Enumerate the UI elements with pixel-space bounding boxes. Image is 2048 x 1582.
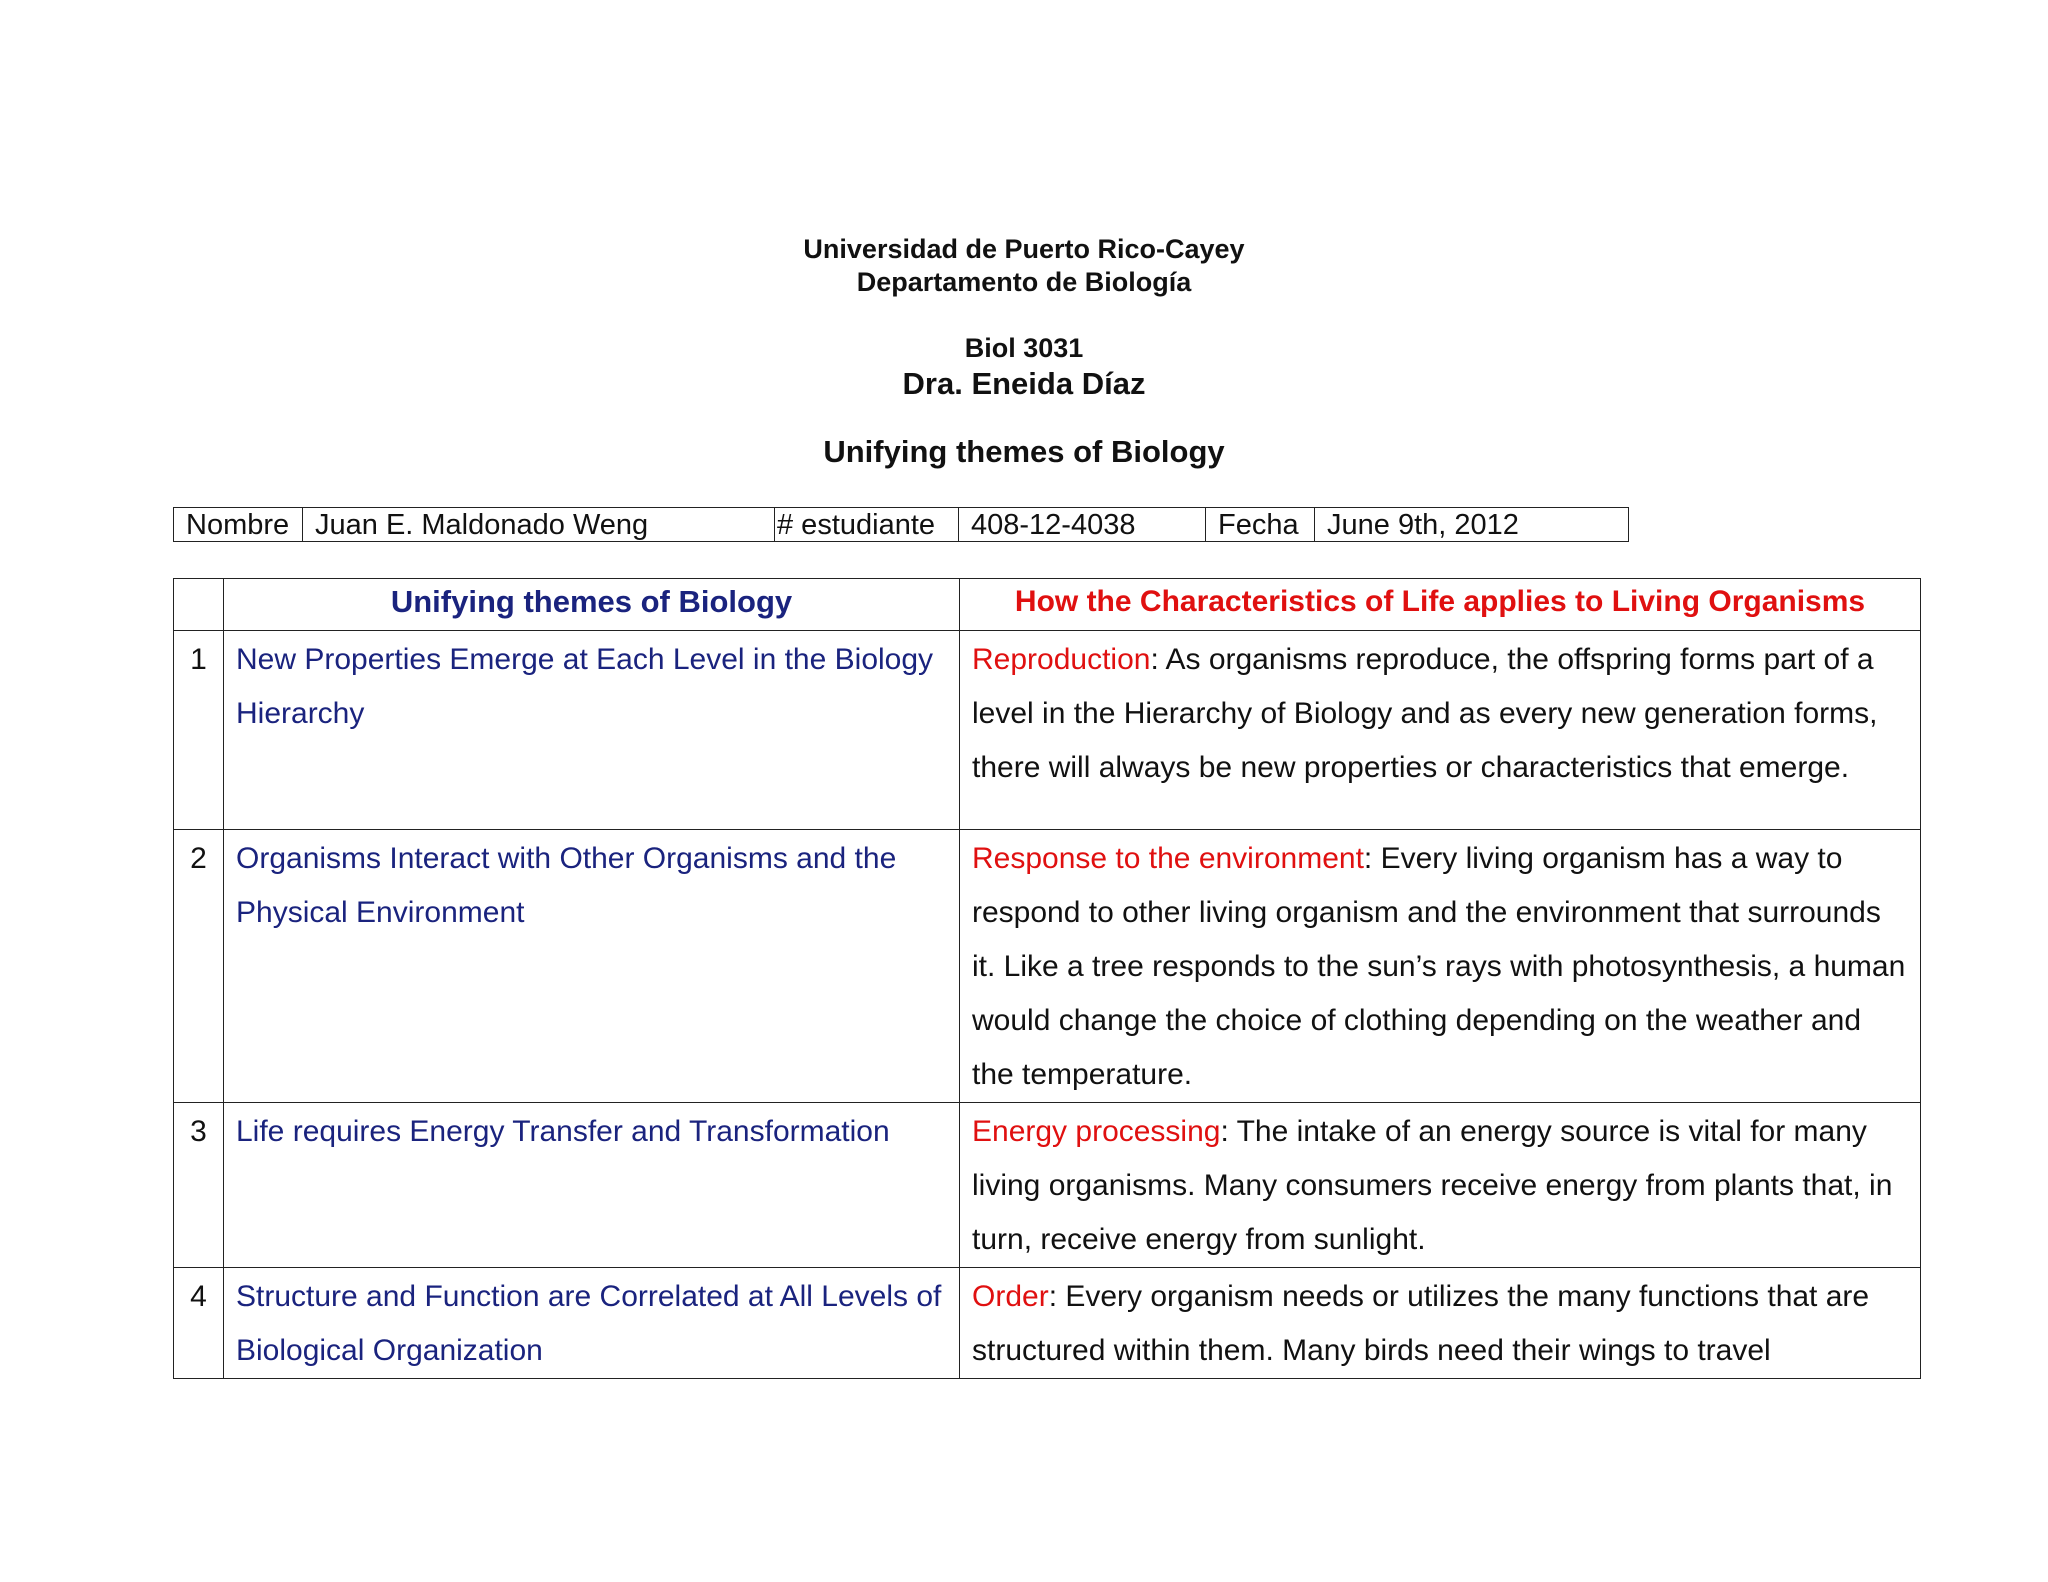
- row-number: 3: [174, 1103, 224, 1268]
- date-label: Fecha: [1206, 508, 1315, 542]
- name-value: Juan E. Maldonado Weng: [303, 508, 775, 542]
- date-value: June 9th, 2012: [1315, 508, 1629, 542]
- row-keyword: Energy processing: [972, 1115, 1221, 1148]
- row-number: 1: [174, 631, 224, 830]
- row-number: 4: [174, 1268, 224, 1379]
- row-theme: New Properties Emerge at Each Level in the Biology Hierarchy: [224, 631, 960, 830]
- student-number-value: 408-12-4038: [959, 508, 1206, 542]
- table-row: [174, 631, 1921, 830]
- row-characteristic: [960, 1103, 1921, 1268]
- row-keyword: Order: [972, 1280, 1049, 1313]
- university-name: Universidad de Puerto Rico-Cayey: [803, 234, 1245, 264]
- row-characteristic: [960, 830, 1921, 1103]
- row-keyword: Reproduction: [972, 643, 1151, 676]
- header-num-cell: [174, 579, 224, 631]
- row-number: 2: [174, 830, 224, 1103]
- row-theme: Life requires Energy Transfer and Transformation: [224, 1103, 960, 1268]
- table-row: [174, 830, 1921, 1103]
- name-label: Nombre: [174, 508, 303, 542]
- row-theme: Structure and Function are Correlated at All Levels of Biological Organization: [224, 1268, 960, 1379]
- professor-name: Dra. Eneida Díaz: [902, 366, 1146, 401]
- table-row: [174, 1268, 1921, 1379]
- row-keyword: Response to the environment: [972, 842, 1364, 875]
- row-description: : The intake of an energy source is vital for many living organisms. Many consumers receive energy from plants that, in turn, receive energy from sunlight.: [972, 1115, 1893, 1256]
- student-info-row: [174, 508, 1629, 542]
- student-number-label: # estudiante: [775, 508, 959, 542]
- row-theme: Organisms Interact with Other Organisms and the Physical Environment: [224, 830, 960, 1103]
- course-code: Biol 3031: [964, 333, 1084, 363]
- table-header-row: [174, 579, 1921, 631]
- student-info-table: [173, 507, 1629, 542]
- document-title: Unifying themes of Biology: [823, 434, 1225, 469]
- row-description: : Every organism needs or utilizes the many functions that are structured within them. Many birds need their wings to travel: [972, 1280, 1870, 1367]
- table-row: [174, 1103, 1921, 1268]
- row-description: : As organisms reproduce, the offspring forms part of a level in the Hierarchy of Biology and as every new generation forms, there will always be new properties or characteristics that emerge.: [972, 643, 1878, 784]
- header-characteristics: How the Characteristics of Life applies to Living Organisms: [960, 579, 1921, 631]
- row-characteristic: [960, 1268, 1921, 1379]
- row-description: : Every living organism has a way to respond to other living organism and the environment that surrounds it. Like a tree responds to the sun’s rays with photosynthesis, a human would change the choice of clothing depending on the weather and the temperature.: [972, 842, 1906, 1091]
- row-characteristic: [960, 631, 1921, 830]
- themes-table: [173, 578, 1921, 1379]
- department-name: Departamento de Biología: [856, 267, 1192, 297]
- header-theme: Unifying themes of Biology: [224, 579, 960, 631]
